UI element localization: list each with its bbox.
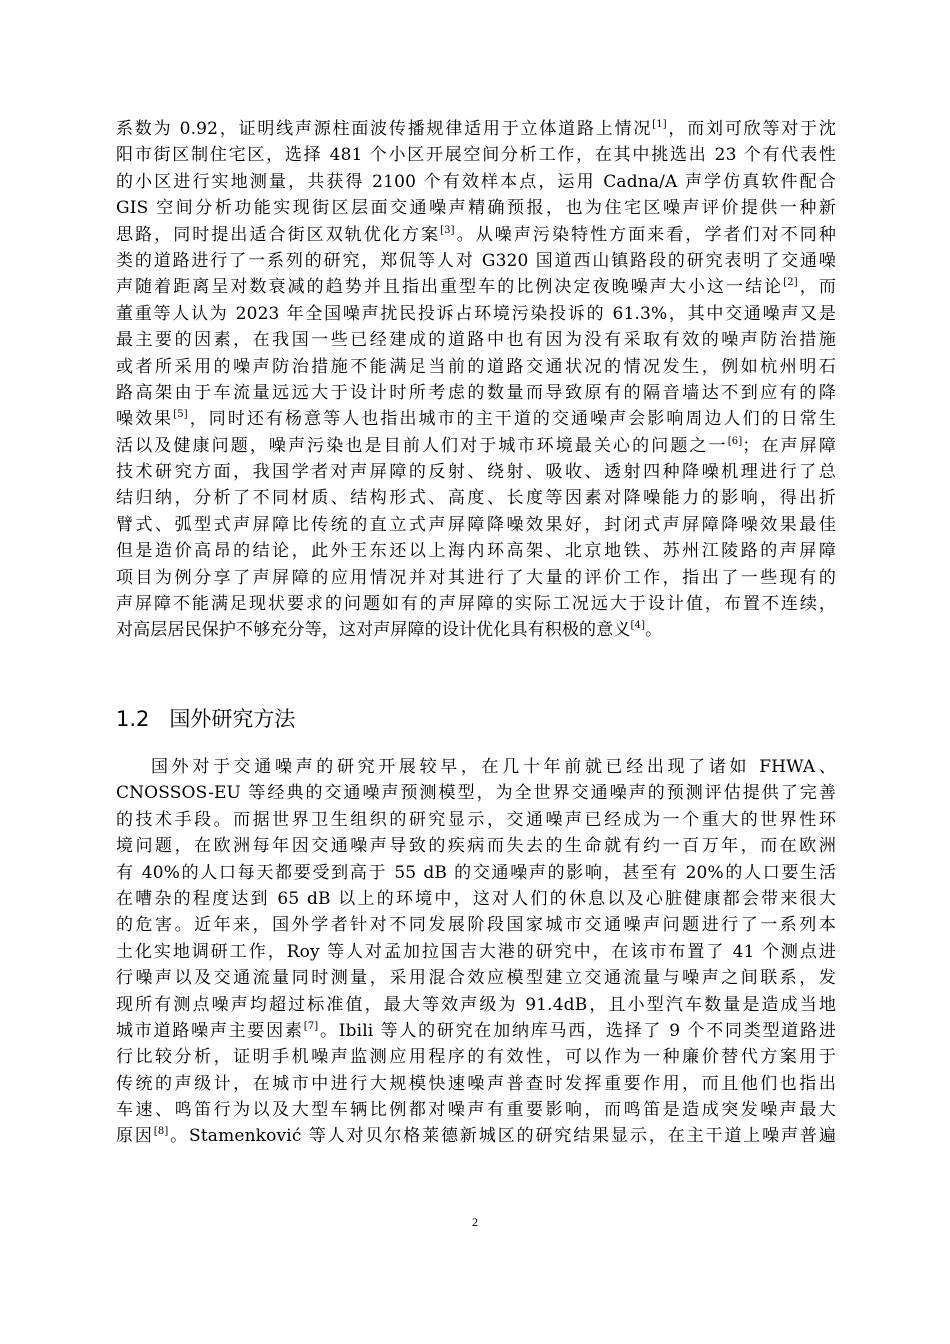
line-text: 行噪声以及交通流量同时测量，采用混合效应模型建立交通流量与噪声之间联系，发	[116, 968, 836, 989]
section-heading	[116, 704, 295, 734]
text-line	[116, 248, 836, 274]
line-text: 结归纳，分析了不同材质、结构形式、高度、长度等因素对降噪能力的影响，得出折	[116, 488, 836, 509]
text-line	[116, 754, 836, 780]
line-text-after: ，而	[797, 277, 836, 298]
text-line	[116, 807, 836, 833]
line-text-after: 。Stamenković 等人对贝尔格莱德新城区的研究结果显示，在主干道上噪声普遍	[168, 1126, 836, 1147]
line-text: 最主要的因素，在我国一些已经建成的道路中也有因为没有采取有效的噪声防治措施	[116, 330, 836, 351]
citation-superscript: [7]	[303, 1020, 319, 1032]
line-text: 项目为例分享了声屏障的应用情况并对其进行了大量的评价工作，指出了一些现有的	[116, 567, 836, 588]
citation-superscript: [1]	[652, 119, 667, 130]
line-text: 董重等人认为 2023 年全国噪声扰民投诉占环境污染投诉的 61.3%，其中交通噪声又是	[116, 303, 836, 324]
line-text: 的危害。近年来，国外学者针对不同发展阶段国家城市交通噪声问题进行了一系列本	[116, 915, 836, 936]
text-line	[116, 1044, 836, 1070]
line-text: 行比较分析，证明手机噪声监测应用程序的有效性，可以作为一种廉价替代方案用于	[116, 1047, 836, 1068]
line-text: 路高架由于车流量远远大于设计时所考虑的数量而导致原有的隔音墙达不到应有的降	[116, 382, 836, 403]
line-text: 臂式、弧型式声屏障比传统的直立式声屏障降噪效果好，封闭式声屏障降噪效果最佳	[116, 514, 836, 535]
section-number: 1.2	[116, 707, 150, 731]
text-line	[116, 1123, 836, 1149]
line-text: 思路，同时提出适合街区双轨优化方案	[116, 224, 441, 245]
citation-superscript: [8]	[153, 1126, 169, 1138]
line-text-after: ，而刘可欣等对于沈	[666, 119, 836, 139]
line-text: 声屏障不能满足现状要求的问题如有的声屏障的实际工况远大于设计值，布置不连续，	[116, 594, 836, 615]
text-line	[116, 380, 836, 406]
text-line	[116, 169, 836, 195]
line-text: 国外对于交通噪声的研究开展较早，在几十年前就已经出现了诸如 FHWA、	[151, 757, 836, 777]
line-text: GIS 空间分析功能实现街区层面交通噪声精确预报，也为住宅区噪声评价提供一种新	[116, 198, 836, 219]
line-text: 车速、鸣笛行为以及大型车辆比例都对噪声有重要影响，而鸣笛是造成突发噪声最大	[116, 1100, 836, 1121]
text-line	[116, 833, 836, 859]
line-text: 或者所采用的噪声防治措施不能满足当前的道路交通状况的情况发生，例如杭州明石	[116, 356, 836, 377]
body-paragraph-1	[116, 116, 836, 644]
text-line	[116, 406, 836, 432]
line-text-after: ；在声屏障	[742, 435, 836, 456]
line-text-after: ，同时还有杨意等人也指出城市的主干道的交通噪声会影响周边人们的日常生	[187, 409, 836, 430]
line-text: CNOSSOS-EU 等经典的交通噪声预测模型，为全世界交通噪声的预测评估提供了完善	[116, 783, 836, 804]
text-line	[116, 512, 836, 538]
text-line	[116, 939, 836, 965]
line-text-after: 。Ibili 等人的研究在加纳库马西，选择了 9 个不同类型道路进	[318, 1020, 837, 1041]
text-line	[116, 354, 836, 380]
line-text: 活以及健康问题，噪声污染也是目前人们对于城市环境最关心的问题之一	[116, 435, 728, 456]
text-line	[116, 485, 836, 511]
text-line	[116, 965, 836, 991]
citation-superscript: [3]	[440, 224, 455, 236]
line-text-after: 。	[645, 620, 663, 641]
text-line	[116, 459, 836, 485]
citation-superscript: [4]	[630, 620, 646, 632]
text-line	[116, 142, 836, 168]
text-line	[116, 222, 836, 248]
line-text: 的技术手段。而据世界卫生组织的研究显示，交通噪声已经成为一个重大的世界性环	[116, 809, 836, 830]
line-text: 的小区进行实地测量，共获得 2100 个有效样本点，运用 Cadna/A 声学仿真软件配合	[116, 171, 836, 192]
citation-superscript: [2]	[783, 277, 798, 289]
text-line	[116, 912, 836, 938]
line-text: 传统的声级计，在城市中进行大规模快速噪声普查时发挥重要作用，而且他们也指出	[116, 1073, 836, 1094]
text-line	[116, 617, 836, 643]
text-line	[116, 1071, 836, 1097]
line-text: 境问题，在欧洲每年因交通噪声导致的疾病而失去的生命就有约一百万年，而在欧洲	[116, 836, 836, 857]
citation-superscript: [6]	[727, 435, 743, 447]
text-line	[116, 116, 836, 142]
text-line	[116, 591, 836, 617]
text-line	[116, 1097, 836, 1123]
text-line	[116, 886, 836, 912]
line-text: 原因	[116, 1126, 154, 1147]
text-line	[116, 327, 836, 353]
text-line	[116, 565, 836, 591]
line-text: 阳市街区制住宅区，选择 481 个小区开展空间分析工作，在其中挑选出 23 个有代表性	[116, 145, 836, 166]
text-line	[116, 1018, 836, 1044]
line-text: 但是造价高昂的结论，此外王东还以上海内环高架、北京地铁、苏州江陵路的声屏障	[116, 541, 836, 562]
line-text: 噪效果	[116, 409, 174, 430]
text-line	[116, 992, 836, 1018]
line-text: 有 40%的人口每天都要受到高于 55 dB 的交通噪声的影响，甚至有 20%的人口要生活	[116, 862, 836, 883]
line-text: 土化实地调研工作，Roy 等人对孟加拉国吉大港的研究中，在该市布置了 41 个测点进	[116, 941, 836, 962]
line-text-after: 。从噪声污染特性方面来看，学者们对不同种	[454, 224, 836, 245]
line-text: 系数为 0.92，证明线声源柱面波传播规律适用于立体道路上情况	[116, 119, 653, 139]
section-title: 国外研究方法	[169, 707, 296, 731]
body-paragraph-2	[116, 754, 836, 1150]
text-line	[116, 780, 836, 806]
line-text: 在嘈杂的程度达到 65 dB 以上的环境中，这对人们的休息以及心脏健康都会带来很大	[116, 888, 836, 909]
text-line	[116, 301, 836, 327]
line-text: 技术研究方面，我国学者对声屏障的反射、绕射、吸收、透射四种降噪机理进行了总	[116, 462, 836, 483]
text-line	[116, 433, 836, 459]
line-text: 类的道路进行了一系列的研究，郑侃等人对 G320 国道西山镇路段的研究表明了交通噪	[116, 250, 836, 271]
line-text: 现所有测点噪声均超过标准值，最大等效声级为 91.4dB，且小型汽车数量是造成当地	[116, 994, 836, 1015]
text-line	[116, 274, 836, 300]
page-number: 2	[472, 1215, 478, 1229]
text-line	[116, 538, 836, 564]
text-line	[116, 860, 836, 886]
line-text: 声随着距离呈对数衰减的趋势并且指出重型车的比例决定夜晚噪声大小这一结论	[116, 277, 784, 298]
line-text: 对高层居民保护不够充分等，这对声屏障的设计优化具有积极的意义	[116, 620, 631, 641]
text-line	[116, 195, 836, 221]
line-text: 城市道路噪声主要因素	[116, 1020, 304, 1041]
citation-superscript: [5]	[173, 409, 188, 421]
